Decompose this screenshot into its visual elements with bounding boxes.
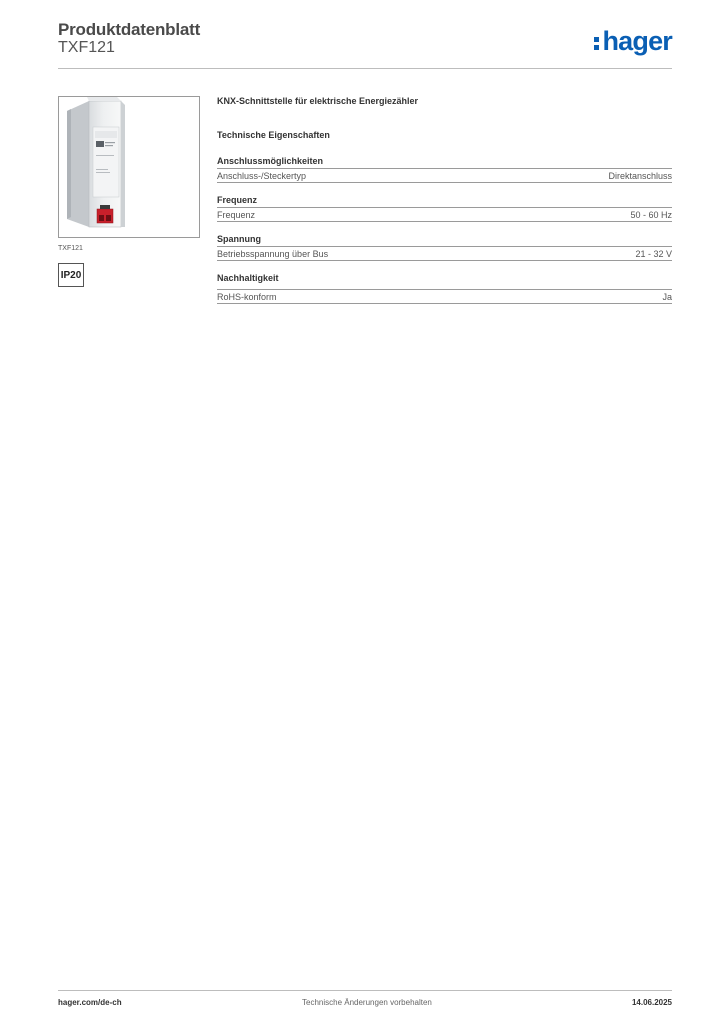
footer-website-link[interactable]: hager.com/de-ch — [58, 998, 122, 1007]
page-header — [58, 20, 672, 68]
page-title: Produktdatenblatt — [58, 20, 201, 39]
footer-divider — [58, 990, 672, 991]
group-title: Anschlussmöglichkeiten — [217, 155, 672, 169]
property-value: 21 - 32 V — [635, 249, 672, 259]
group-title: Nachhaltigkeit — [217, 273, 279, 283]
footer-disclaimer: Technische Änderungen vorbehalten — [302, 998, 432, 1007]
knx-interface-device-icon — [59, 97, 199, 237]
property-row — [217, 169, 672, 183]
property-group-sustainability — [217, 272, 672, 304]
group-title: Frequenz — [217, 194, 672, 208]
section-title: Technische Eigenschaften — [217, 130, 330, 140]
property-group-frequency — [217, 194, 672, 222]
image-caption: TXF121 — [58, 245, 83, 252]
property-label: Anschluss-/Steckertyp — [217, 171, 307, 181]
property-label: RoHS-konform — [217, 292, 277, 302]
product-description: KNX-Schnittstelle für elektrische Energiezähler — [217, 96, 419, 106]
footer-date: 14.06.2025 — [631, 998, 672, 1007]
property-value: Direktanschluss — [608, 171, 672, 181]
property-row — [217, 247, 672, 261]
logo-text: hager — [602, 26, 672, 56]
logo-dots-icon — [594, 35, 599, 51]
group-title: Spannung — [217, 233, 672, 247]
property-label: Frequenz — [217, 210, 256, 220]
ip-rating-badge: IP20 — [58, 263, 84, 287]
product-image — [58, 96, 200, 238]
property-value: Ja — [662, 292, 672, 302]
hager-logo — [594, 26, 672, 56]
property-value: 50 - 60 Hz — [630, 210, 672, 220]
property-group-connection — [217, 155, 672, 183]
property-row — [217, 289, 672, 304]
product-code: TXF121 — [58, 39, 115, 56]
header-divider — [58, 68, 672, 69]
property-label: Betriebsspannung über Bus — [217, 249, 329, 259]
property-row — [217, 208, 672, 222]
property-group-voltage — [217, 233, 672, 261]
